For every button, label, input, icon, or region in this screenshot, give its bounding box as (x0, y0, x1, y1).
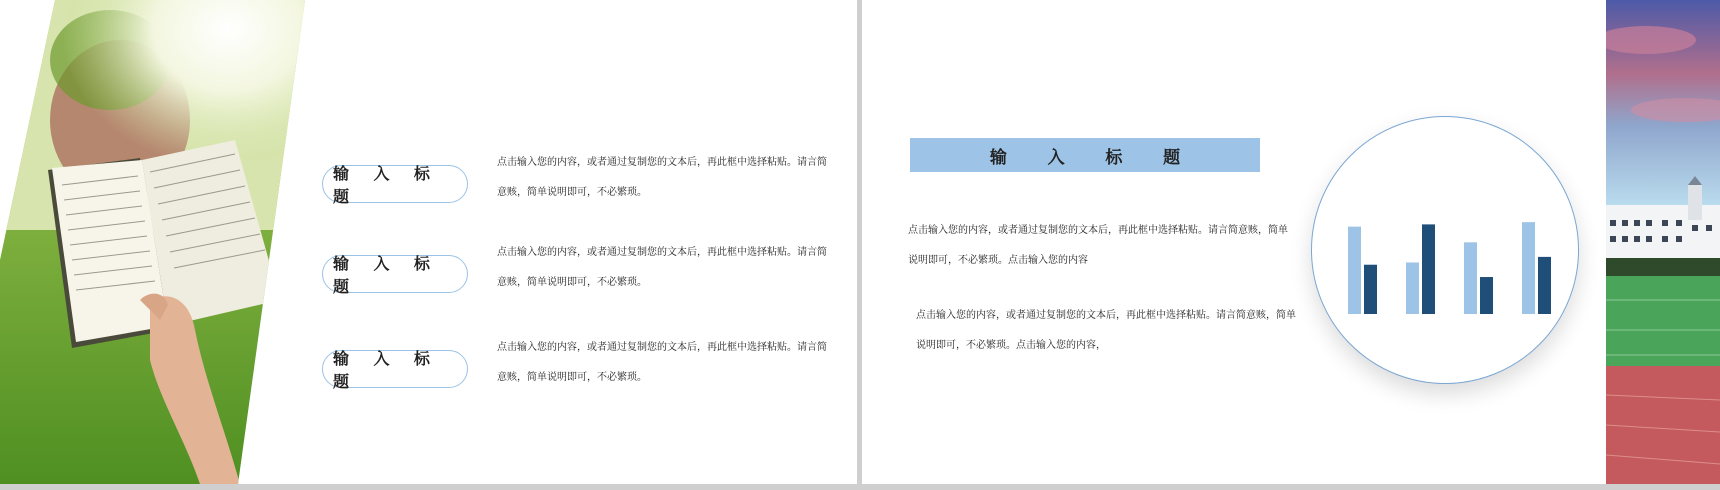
bar-2-light (1406, 262, 1419, 314)
paragraph-right-2: 点击输入您的内容，或者通过复制您的文本后，再此框中选择粘贴。请言简意赅，简单说明即可，不必繁琐。点击输入您的内容， (916, 310, 1296, 351)
campus-track-photo (1606, 0, 1720, 484)
paragraph-3: 点击输入您的内容，或者通过复制您的文本后，再此框中选择粘贴。请言简意赅，简单说明即可，不必繁琐。 (497, 342, 827, 383)
title-pill-1 (322, 165, 468, 206)
title-pill-2-label: 输 入 标 题 (333, 256, 440, 296)
title-bar (910, 138, 1260, 172)
title-pill-3 (322, 350, 468, 391)
title-bar-label: 输 入 标 题 (989, 147, 1199, 167)
book-reading-image (0, 0, 305, 484)
title-pill-1-label: 输 入 标 题 (333, 166, 440, 206)
bar-graphic-circle (1311, 116, 1579, 384)
title-pill-2 (322, 255, 468, 296)
paragraph-2: 点击输入您的内容，或者通过复制您的文本后，再此框中选择粘贴。请言简意赅，简单说明即可，不必繁琐。 (497, 247, 827, 288)
bar-4-light (1522, 222, 1535, 314)
bar-graphic (1312, 117, 1578, 383)
bar-3-dark (1480, 277, 1493, 314)
slide-left (0, 0, 857, 484)
bar-1-dark (1364, 265, 1377, 314)
bar-2-dark (1422, 224, 1435, 314)
slide-right (862, 0, 1720, 484)
bar-1-light (1348, 227, 1361, 314)
bar-4-dark (1538, 257, 1551, 314)
paragraph-1: 点击输入您的内容，或者通过复制您的文本后，再此框中选择粘贴。请言简意赅，简单说明即可，不必繁琐。 (497, 157, 827, 198)
bar-3-light (1464, 242, 1477, 314)
paragraph-right-1: 点击输入您的内容，或者通过复制您的文本后，再此框中选择粘贴。请言简意赅，简单说明即可，不必繁琐。点击输入您的内容 (908, 225, 1288, 266)
campus-track-image (1606, 0, 1720, 484)
title-pill-3-label: 输 入 标 题 (333, 351, 440, 391)
book-reading-photo (0, 0, 305, 484)
